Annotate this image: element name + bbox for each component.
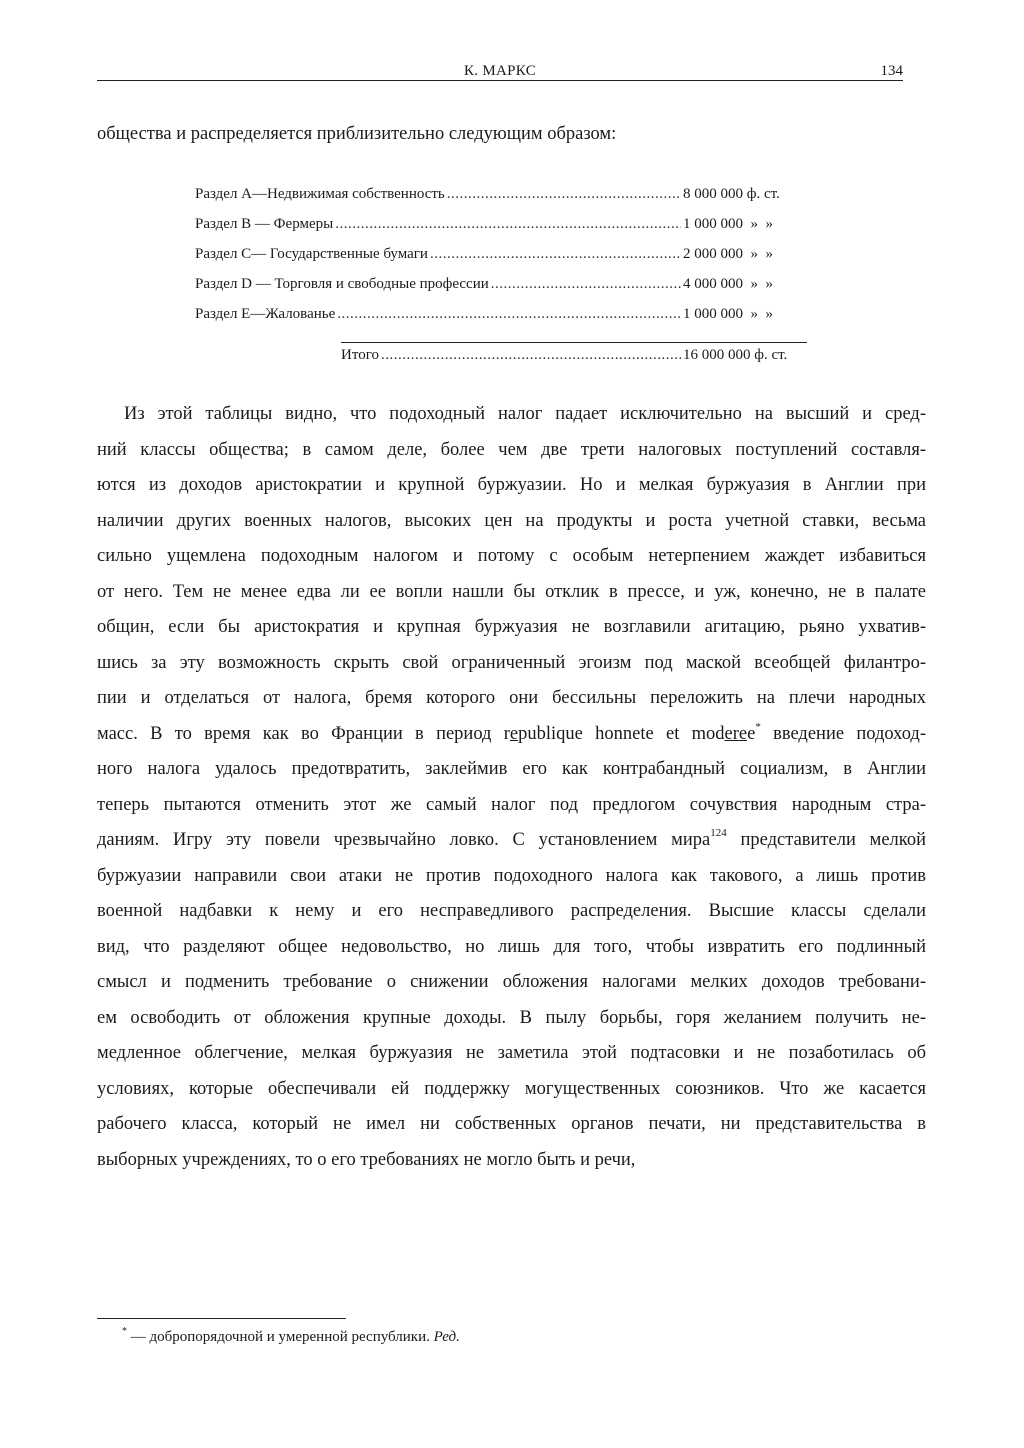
- text-line: выборных учреждениях, то о его требованиях не могло быть и речи,: [97, 1149, 636, 1170]
- row-label: Раздел Е—Жалованье: [195, 306, 336, 322]
- table-row: [195, 276, 807, 306]
- text-line: теперь пытаются отменить этот же самый налог под предлогом сочувствия народным стра-: [97, 794, 926, 815]
- text-line: условиях, которые обеспечивали ей поддержку могущественных союзников. Что же касается: [97, 1078, 926, 1099]
- row-label: Раздел С— Государственные бумаги: [195, 246, 428, 262]
- leader-dots: [335, 216, 681, 233]
- text-line: пии и отделаться от налога, бремя которого они бессильны переложить на плечи народных: [97, 688, 926, 708]
- text-line: наличии других военных налогов, высоких цен на продукты и роста учетной ставки, весьма: [97, 510, 926, 531]
- text-run: r: [503, 723, 510, 744]
- table-row: [195, 216, 807, 246]
- text-line: ний классы общества; в самом деле, более чем две трети налоговых поступлений составля-: [97, 439, 926, 460]
- text-run: даниям. Игру эту повели чрезвычайно ловко. С установлением мира: [97, 830, 711, 850]
- text-line-footnote-ref: [97, 717, 926, 753]
- row-label: Раздел А—Недвижимая собственность: [195, 186, 445, 202]
- text-line: военной надбавки к нему и его несправедливого распределения. Высшие классы сделали: [97, 901, 926, 921]
- text-line-editor-ref: [97, 823, 926, 859]
- text-line: от него. Тем не менее едва ли ее вопли нашли бы отклик в прессе, и уж, конечно, не в палате: [97, 581, 926, 602]
- total-label: Итого: [341, 347, 379, 363]
- text-run: введение подоход-: [760, 723, 926, 744]
- footnote-editor: Ред.: [433, 1329, 460, 1345]
- text-line: ного налога удалось предотвратить, заклеймив его как контрабандный социализм, в Англии: [97, 759, 926, 779]
- row-value: 1 000 000 » »: [683, 306, 773, 322]
- leader-dots: [430, 246, 681, 263]
- leader-dots: [447, 186, 681, 203]
- row-value: 4 000 000 » »: [683, 276, 773, 292]
- leader-dots: [337, 306, 681, 323]
- text-line: рабочего класса, который не имел ни собственных органов печати, ни представительства в: [97, 1114, 926, 1134]
- footnote-text: — добропорядочной и умеренной республики.: [127, 1329, 434, 1345]
- editorial-note-ref[interactable]: 124: [710, 827, 727, 839]
- text-line: Из этой таблицы видно, что подоходный налог падает исключительно на высший и сред-: [124, 404, 926, 424]
- text-line: общин, если бы аристократия и крупная буржуазия не возглавили агитацию, рьяно ухватив-: [97, 617, 926, 637]
- header-author: К. МАРКС: [463, 63, 537, 79]
- text-line: медленное облегчение, мелкая буржуазия не заметила этой подтасовки и не позаботилась об: [97, 1043, 926, 1063]
- leader-dots: [491, 276, 681, 293]
- table-row: [195, 246, 807, 276]
- text-line: сильно ущемлена подоходным налогом и потому с особым нетерпением жаждет избавиться: [97, 546, 926, 566]
- footnote-separator: [97, 1318, 346, 1319]
- total-value: 16 000 000 ф. ст.: [683, 347, 788, 363]
- text-run: e: [747, 723, 756, 744]
- text-line: шись за эту возможность скрыть свой ограниченный эгоизм под маской всеобщей филантро-: [97, 652, 926, 673]
- table-row: [195, 186, 807, 216]
- row-value: 1 000 000 » »: [683, 216, 773, 232]
- text-line: буржуазии направили свои атаки не против подоходного налога как такового, а лишь против: [97, 865, 926, 886]
- text-line: вид, что разделяют общее недовольство, но лишь для того, чтобы извратить его подлинный: [97, 936, 926, 957]
- text-line: ем освободить от обложения крупные доходы. В пылу борьбы, горя желанием получить не-: [97, 1007, 926, 1028]
- total-rule: [341, 342, 807, 343]
- row-label: Раздел D — Торговля и свободные профессии: [195, 276, 489, 292]
- text-run: представители мелкой: [726, 830, 926, 850]
- footnote-mark: *: [122, 1326, 127, 1337]
- row-value: 2 000 000 » »: [683, 246, 773, 262]
- income-tax-table: [195, 186, 807, 375]
- leader-dots: [381, 347, 681, 364]
- text-run: масс. В то время как во Франции в период: [97, 723, 504, 744]
- text-run: publique honnete et mod: [518, 723, 725, 744]
- text-line: ются из доходов аристократии и крупной буржуазии. Но и мелкая буржуазия в Англии при: [97, 475, 926, 495]
- running-header: [97, 60, 903, 81]
- row-label: Раздел В — Фермеры: [195, 216, 334, 232]
- page-number: 134: [880, 63, 903, 79]
- body-paragraph: [97, 397, 926, 1178]
- footnote: [122, 1326, 460, 1346]
- underlined-accent: e: [509, 723, 519, 744]
- table-row: [195, 306, 807, 336]
- intro-line: общества и распределяется приблизительно следующим образом:: [97, 124, 617, 144]
- row-value: 8 000 000 ф. ст.: [683, 186, 780, 202]
- text-line: смысл и подменить требование о снижении обложения налогами мелких доходов требовани-: [97, 972, 926, 992]
- footnote-marker[interactable]: *: [755, 720, 761, 733]
- table-total-row: [195, 347, 807, 375]
- underlined-accent: ere: [724, 723, 748, 744]
